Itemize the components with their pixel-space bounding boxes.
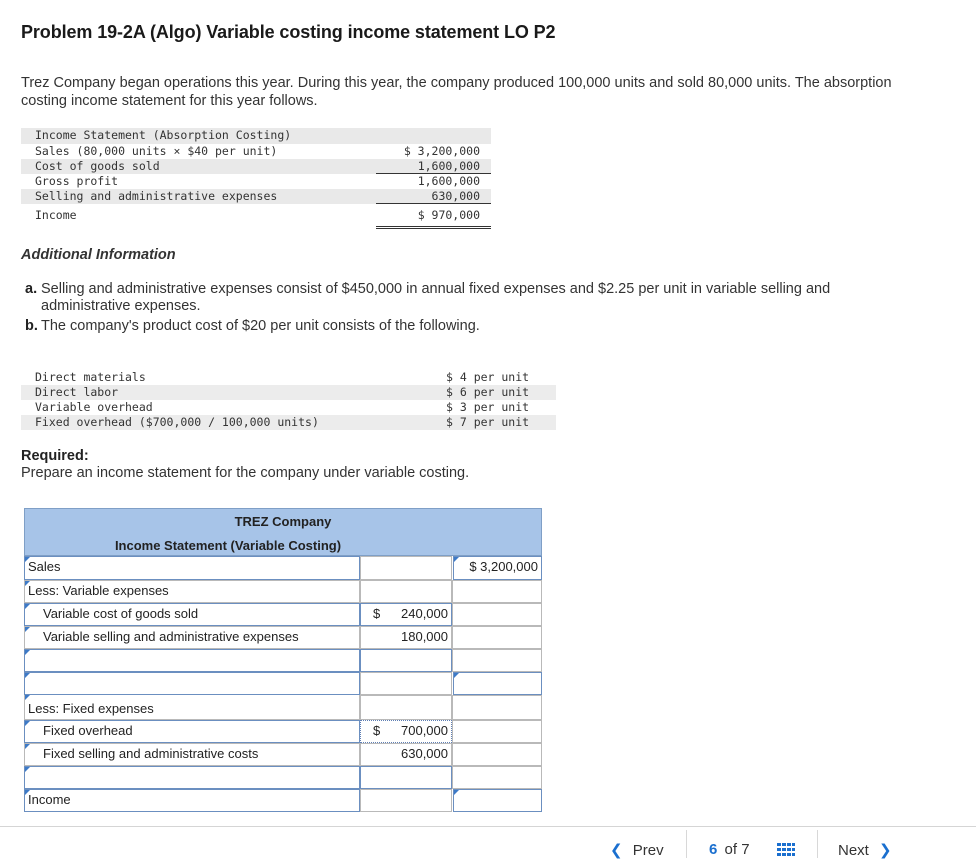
empty-cell (452, 766, 542, 789)
amount-input[interactable] (360, 649, 452, 672)
absorption-value: 630,000 (431, 188, 480, 203)
prev-label: Prev (632, 842, 664, 859)
dropdown-marker-icon (25, 767, 30, 772)
sales-amount-input[interactable] (360, 556, 452, 580)
info-item-a (21, 281, 921, 315)
income-label: Income (28, 792, 71, 807)
empty-cell (360, 580, 452, 603)
absorption-heading: Income Statement (Absorption Costing) (35, 128, 292, 142)
absorption-label: Cost of goods sold (35, 158, 160, 173)
absorption-value: $ 970,000 (417, 207, 480, 222)
line-item-dropdown[interactable] (24, 672, 360, 695)
company-name: TREZ Company (234, 514, 332, 529)
product-cost-value: $ 4 per unit (446, 370, 530, 384)
less-variable-label: Less: Variable expenses (28, 583, 169, 598)
fixed-overhead-label: Fixed overhead (43, 723, 133, 738)
empty-cell (452, 603, 542, 626)
absorption-value: 1,600,000 (417, 158, 480, 173)
product-cost-value: $ 6 per unit (446, 385, 530, 399)
dropdown-marker-icon (25, 695, 30, 700)
less-variable-label-input[interactable] (24, 580, 360, 603)
variable-sa-label-input[interactable] (24, 626, 360, 649)
income-total-input[interactable] (453, 789, 542, 812)
info-item-b (21, 318, 921, 335)
product-cost-label: Fixed overhead ($700,000 / 100,000 units) (35, 415, 319, 429)
product-cost-label: Direct labor (35, 385, 119, 399)
dropdown-marker-icon (25, 673, 30, 678)
sales-label-input[interactable] (24, 556, 360, 580)
statement-title: Income Statement (Variable Costing) (114, 538, 342, 553)
empty-cell (452, 743, 542, 766)
grid-view-icon[interactable] (777, 843, 795, 857)
empty-cell (452, 720, 542, 743)
product-cost-label: Variable overhead (35, 400, 153, 414)
amount-input[interactable] (360, 766, 452, 789)
intro-text: Trez Company began operations this year. During this year, the company produced 100,000 units and sold 80,000 units. The absorption costing income statement for this year follows. (21, 75, 892, 109)
sales-total: $ 3,200,000 (469, 559, 538, 574)
page-total: of 7 (724, 841, 750, 858)
worksheet-header (24, 508, 542, 556)
page-current: 6 (709, 841, 718, 858)
absorption-label: Sales (80,000 units × $40 per unit) (35, 143, 278, 158)
line-item-dropdown[interactable] (24, 766, 360, 789)
fixed-overhead-amount: 700,000 (401, 723, 448, 738)
dropdown-marker-icon (25, 604, 30, 609)
dropdown-marker-icon (25, 790, 30, 795)
absorption-label: Selling and administrative expenses (35, 188, 278, 203)
income-label-input[interactable] (24, 789, 360, 812)
variable-cogs-amount: 240,000 (401, 606, 448, 621)
additional-info-title: Additional Information (21, 247, 176, 263)
empty-cell (452, 695, 542, 720)
dropdown-marker-icon (25, 721, 30, 726)
empty-cell (360, 695, 452, 720)
product-cost-row (21, 400, 556, 415)
sales-label: Sales (28, 559, 61, 574)
empty-cell (452, 580, 542, 603)
dropdown-marker-icon (454, 790, 459, 795)
empty-cell (360, 672, 452, 695)
dropdown-marker-icon (25, 581, 30, 586)
fixed-overhead-amount-input[interactable] (360, 720, 452, 743)
info-text-a: Selling and administrative expenses consist of $450,000 in annual fixed expenses and $2.25 per unit in variable selling and administrative expenses. (41, 281, 831, 314)
required-text: Prepare an income statement for the company under variable costing. (21, 465, 470, 481)
dollar-sign: $ (373, 723, 381, 738)
nav-separator (686, 830, 687, 858)
product-cost-table (21, 370, 556, 430)
fixed-sa-label-input[interactable] (24, 743, 360, 766)
absorption-row (21, 144, 491, 159)
absorption-row (21, 204, 491, 226)
absorption-heading-row (21, 128, 491, 144)
less-fixed-label-input[interactable] (24, 695, 360, 720)
fixed-overhead-label-input[interactable] (24, 720, 360, 743)
required-title: Required: (21, 448, 89, 464)
dollar-sign: $ (373, 606, 381, 621)
next-button[interactable] (838, 841, 892, 859)
dropdown-marker-icon (25, 627, 30, 632)
product-cost-row (21, 385, 556, 400)
variable-cogs-amount-input[interactable] (360, 603, 452, 626)
absorption-value: $ 3,200,000 (403, 143, 480, 158)
page-indicator[interactable] (709, 841, 750, 858)
total-input[interactable] (453, 672, 542, 695)
product-cost-value: $ 3 per unit (446, 400, 530, 414)
dropdown-marker-icon (454, 557, 459, 562)
variable-sa-amount-input[interactable] (360, 626, 452, 649)
info-marker-a: a. (25, 281, 38, 297)
dropdown-marker-icon (454, 673, 459, 678)
dropdown-marker-icon (25, 650, 30, 655)
next-label: Next (838, 842, 869, 859)
empty-cell (360, 789, 452, 812)
problem-title: Problem 19-2A (Algo) Variable costing income statement LO P2 (21, 22, 556, 42)
sales-total-input[interactable] (453, 556, 542, 580)
absorption-label: Income (35, 207, 77, 222)
line-item-dropdown[interactable] (24, 649, 360, 672)
product-cost-label: Direct materials (35, 370, 146, 384)
nav-separator (817, 830, 818, 858)
dropdown-marker-icon (25, 744, 30, 749)
variable-cogs-label: Variable cost of goods sold (43, 606, 199, 621)
empty-cell (452, 626, 542, 649)
variable-cogs-label-input[interactable] (24, 603, 360, 626)
footer-divider (0, 826, 976, 827)
chevron-right-icon: ❯ (879, 842, 892, 859)
product-cost-row (21, 370, 556, 385)
product-cost-row (21, 415, 556, 430)
info-text-b: The company's product cost of $20 per unit consists of the following. (41, 318, 480, 334)
absorption-label: Gross profit (35, 173, 119, 188)
absorption-row (21, 189, 491, 204)
fixed-sa-amount-input[interactable] (360, 743, 452, 766)
absorption-row (21, 159, 491, 174)
prev-button[interactable] (610, 841, 664, 859)
fixed-sa-amount: 630,000 (401, 746, 448, 761)
chevron-left-icon: ❮ (610, 842, 623, 859)
variable-sa-label: Variable selling and administrative expenses (43, 629, 299, 644)
absorption-value: 1,600,000 (417, 173, 480, 188)
absorption-row (21, 174, 491, 189)
less-fixed-label: Less: Fixed expenses (28, 701, 154, 716)
dropdown-marker-icon (25, 557, 30, 562)
fixed-sa-label: Fixed selling and administrative costs (43, 746, 259, 761)
product-cost-value: $ 7 per unit (446, 415, 530, 429)
double-underline (376, 226, 491, 229)
absorption-income-statement (21, 128, 491, 226)
variable-sa-amount: 180,000 (401, 629, 448, 644)
empty-cell (452, 649, 542, 672)
info-marker-b: b. (25, 318, 38, 334)
